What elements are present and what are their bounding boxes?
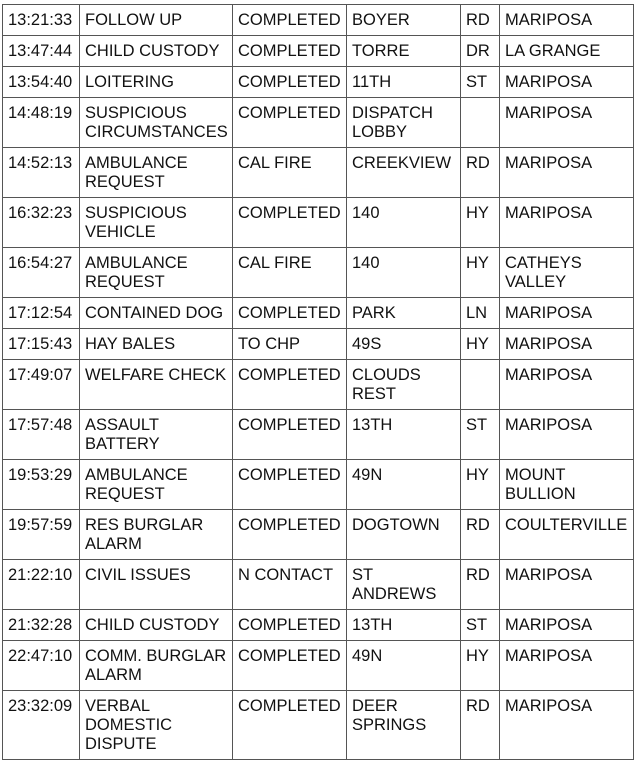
- city-cell: MARIPOSA: [500, 98, 634, 148]
- street-type-cell: HY: [461, 641, 500, 691]
- call-type-cell: RES BURGLAR ALARM: [80, 510, 233, 560]
- call-type-cell: HAY BALES: [80, 329, 233, 360]
- time-cell: 13:54:40: [3, 67, 80, 98]
- time-cell: 17:57:48: [3, 410, 80, 460]
- street-type-cell: LN: [461, 298, 500, 329]
- call-type-cell: WELFARE CHECK: [80, 360, 233, 410]
- table-row: [3, 329, 634, 360]
- city-cell: MARIPOSA: [500, 198, 634, 248]
- table-row: [3, 36, 634, 67]
- table-row: [3, 410, 634, 460]
- table-row: [3, 148, 634, 198]
- street-cell: TORRE: [347, 36, 461, 67]
- table-row: [3, 360, 634, 410]
- time-cell: 21:32:28: [3, 610, 80, 641]
- table-row: [3, 641, 634, 691]
- disposition-cell: COMPLETED: [233, 5, 347, 36]
- time-cell: 14:48:19: [3, 98, 80, 148]
- city-cell: MARIPOSA: [500, 148, 634, 198]
- street-type-cell: DR: [461, 36, 500, 67]
- call-type-cell: CHILD CUSTODY: [80, 36, 233, 67]
- street-cell: 11TH: [347, 67, 461, 98]
- street-cell: BOYER: [347, 5, 461, 36]
- time-cell: 17:15:43: [3, 329, 80, 360]
- time-cell: 21:22:10: [3, 560, 80, 610]
- street-cell: DEER SPRINGS: [347, 691, 461, 760]
- street-type-cell: ST: [461, 410, 500, 460]
- call-type-cell: COMM. BURGLAR ALARM: [80, 641, 233, 691]
- time-cell: 17:12:54: [3, 298, 80, 329]
- street-type-cell: HY: [461, 198, 500, 248]
- disposition-cell: CAL FIRE: [233, 248, 347, 298]
- disposition-cell: COMPLETED: [233, 610, 347, 641]
- table-row: [3, 248, 634, 298]
- disposition-cell: COMPLETED: [233, 510, 347, 560]
- table-row: [3, 298, 634, 329]
- call-type-cell: AMBULANCE REQUEST: [80, 460, 233, 510]
- street-cell: DISPATCH LOBBY: [347, 98, 461, 148]
- dispatch-log-table: [2, 4, 634, 760]
- disposition-cell: COMPLETED: [233, 410, 347, 460]
- call-type-cell: ASSAULT BATTERY: [80, 410, 233, 460]
- time-cell: 19:57:59: [3, 510, 80, 560]
- street-type-cell: RD: [461, 510, 500, 560]
- street-type-cell: ST: [461, 610, 500, 641]
- table-row: [3, 67, 634, 98]
- city-cell: MARIPOSA: [500, 691, 634, 760]
- city-cell: LA GRANGE: [500, 36, 634, 67]
- disposition-cell: CAL FIRE: [233, 148, 347, 198]
- call-type-cell: LOITERING: [80, 67, 233, 98]
- street-cell: 13TH: [347, 410, 461, 460]
- street-cell: PARK: [347, 298, 461, 329]
- street-type-cell: [461, 360, 500, 410]
- street-cell: 13TH: [347, 610, 461, 641]
- street-cell: 140: [347, 248, 461, 298]
- dispatch-log-body: [3, 5, 634, 760]
- street-cell: 49S: [347, 329, 461, 360]
- street-cell: 140: [347, 198, 461, 248]
- street-cell: CLOUDS REST: [347, 360, 461, 410]
- city-cell: MARIPOSA: [500, 298, 634, 329]
- table-row: [3, 98, 634, 148]
- call-type-cell: CIVIL ISSUES: [80, 560, 233, 610]
- city-cell: CATHEYS VALLEY: [500, 248, 634, 298]
- street-type-cell: RD: [461, 5, 500, 36]
- city-cell: COULTERVILLE: [500, 510, 634, 560]
- disposition-cell: N CONTACT: [233, 560, 347, 610]
- disposition-cell: COMPLETED: [233, 460, 347, 510]
- call-type-cell: SUSPICIOUS VEHICLE: [80, 198, 233, 248]
- disposition-cell: COMPLETED: [233, 67, 347, 98]
- call-type-cell: FOLLOW UP: [80, 5, 233, 36]
- disposition-cell: COMPLETED: [233, 360, 347, 410]
- time-cell: 16:54:27: [3, 248, 80, 298]
- time-cell: 22:47:10: [3, 641, 80, 691]
- city-cell: MARIPOSA: [500, 410, 634, 460]
- time-cell: 13:21:33: [3, 5, 80, 36]
- street-type-cell: [461, 98, 500, 148]
- table-row: [3, 510, 634, 560]
- street-type-cell: RD: [461, 560, 500, 610]
- street-cell: CREEKVIEW: [347, 148, 461, 198]
- street-type-cell: HY: [461, 460, 500, 510]
- time-cell: 13:47:44: [3, 36, 80, 67]
- street-type-cell: RD: [461, 148, 500, 198]
- city-cell: MARIPOSA: [500, 560, 634, 610]
- table-row: [3, 560, 634, 610]
- street-cell: ST ANDREWS: [347, 560, 461, 610]
- street-cell: DOGTOWN: [347, 510, 461, 560]
- disposition-cell: COMPLETED: [233, 198, 347, 248]
- city-cell: MOUNT BULLION: [500, 460, 634, 510]
- time-cell: 16:32:23: [3, 198, 80, 248]
- disposition-cell: COMPLETED: [233, 98, 347, 148]
- city-cell: MARIPOSA: [500, 641, 634, 691]
- call-type-cell: CHILD CUSTODY: [80, 610, 233, 641]
- time-cell: 14:52:13: [3, 148, 80, 198]
- street-type-cell: HY: [461, 248, 500, 298]
- call-type-cell: SUSPICIOUS CIRCUMSTANCES: [80, 98, 233, 148]
- city-cell: MARIPOSA: [500, 5, 634, 36]
- disposition-cell: COMPLETED: [233, 641, 347, 691]
- call-type-cell: VERBAL DOMESTIC DISPUTE: [80, 691, 233, 760]
- street-cell: 49N: [347, 460, 461, 510]
- street-type-cell: ST: [461, 67, 500, 98]
- street-type-cell: HY: [461, 329, 500, 360]
- city-cell: MARIPOSA: [500, 610, 634, 641]
- table-row: [3, 5, 634, 36]
- street-type-cell: RD: [461, 691, 500, 760]
- street-cell: 49N: [347, 641, 461, 691]
- call-type-cell: AMBULANCE REQUEST: [80, 148, 233, 198]
- time-cell: 23:32:09: [3, 691, 80, 760]
- city-cell: MARIPOSA: [500, 360, 634, 410]
- call-type-cell: AMBULANCE REQUEST: [80, 248, 233, 298]
- disposition-cell: COMPLETED: [233, 298, 347, 329]
- city-cell: MARIPOSA: [500, 329, 634, 360]
- table-row: [3, 460, 634, 510]
- time-cell: 17:49:07: [3, 360, 80, 410]
- city-cell: MARIPOSA: [500, 67, 634, 98]
- call-type-cell: CONTAINED DOG: [80, 298, 233, 329]
- disposition-cell: COMPLETED: [233, 691, 347, 760]
- disposition-cell: TO CHP: [233, 329, 347, 360]
- table-row: [3, 198, 634, 248]
- table-row: [3, 691, 634, 760]
- time-cell: 19:53:29: [3, 460, 80, 510]
- table-row: [3, 610, 634, 641]
- disposition-cell: COMPLETED: [233, 36, 347, 67]
